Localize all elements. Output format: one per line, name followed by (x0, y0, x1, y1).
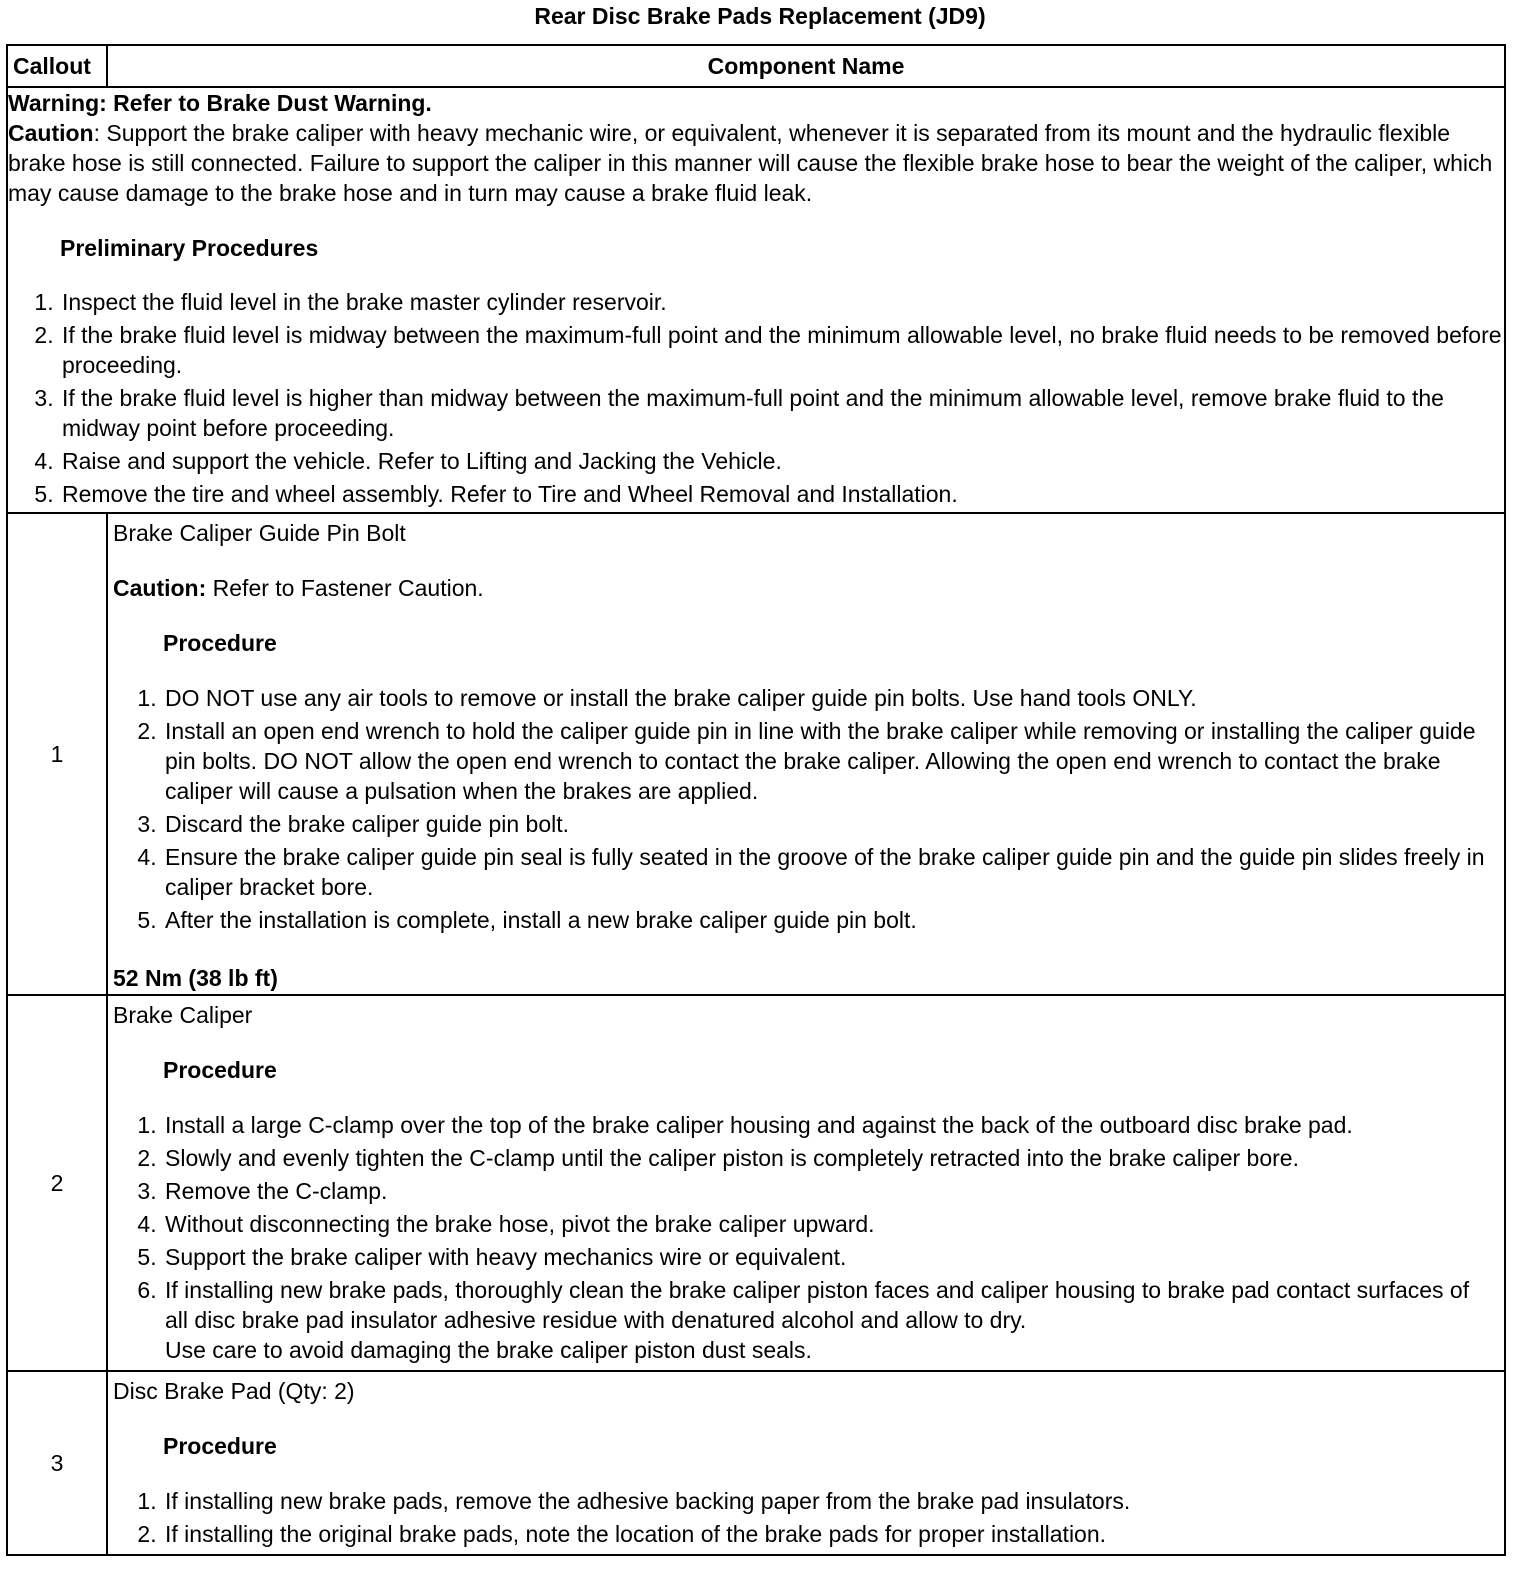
procedure-steps (113, 1110, 1498, 1365)
procedure-heading: Procedure (163, 630, 277, 656)
document-title: Rear Disc Brake Pads Replacement (JD9) (534, 3, 986, 29)
procedure-table (6, 44, 1506, 1556)
caution-paragraph (8, 118, 1504, 208)
callout-cell: 3 (7, 1371, 107, 1555)
preliminary-heading: Preliminary Procedures (60, 235, 319, 261)
component-cell (107, 513, 1505, 995)
table-row (7, 995, 1505, 1371)
component-cell (107, 1371, 1505, 1555)
list-item: 3. Discard the brake caliper guide pin bolt. (163, 809, 1498, 839)
header-row (7, 45, 1505, 87)
caution-text: Refer to Fastener Caution. (206, 575, 484, 601)
list-item: 1. Install a large C-clamp over the top of the brake caliper housing and against the back of the outboard disc brake pad. (163, 1110, 1498, 1140)
caution-label: Caution: (113, 575, 207, 601)
caution-text: : Support the brake caliper with heavy mechanic wire, or equivalent, whenever it is separated from its mount and the hydraulic flexible brake hose is still connected. Failure to support the caliper in this manner will cause the flexible brake hose to bear the weight of the caliper, which may cause damage to the brake hose and in turn may cause a brake fluid leak. (8, 120, 1493, 206)
callout-header: Callout (7, 45, 107, 87)
list-item: 5. After the installation is complete, install a new brake caliper guide pin bolt. (163, 905, 1498, 935)
list-item: 4. Raise and support the vehicle. Refer to Lifting and Jacking the Vehicle. (60, 446, 1504, 476)
list-item: 4. Without disconnecting the brake hose, pivot the brake caliper upward. (163, 1209, 1498, 1239)
callout-cell: 2 (7, 995, 107, 1371)
preliminary-steps (8, 287, 1504, 509)
torque-spec: 52 Nm (38 lb ft) (113, 965, 278, 991)
caution-paragraph (113, 573, 1498, 603)
procedure-steps (113, 683, 1498, 935)
table-row (7, 1371, 1505, 1555)
list-item: 4. Ensure the brake caliper guide pin seal is fully seated in the groove of the brake caliper guide pin and the guide pin slides freely in caliper bracket bore. (163, 842, 1498, 902)
component-name: Disc Brake Pad (Qty: 2) (113, 1378, 355, 1404)
procedure-steps (113, 1486, 1498, 1549)
list-item (163, 1275, 1498, 1365)
preliminary-row (7, 87, 1505, 513)
list-item: 2. Install an open end wrench to hold the caliper guide pin in line with the brake caliper while removing or installing the caliper guide pin bolts. DO NOT allow the open end wrench to contact the brake caliper. Allowing the open end wrench to contact the brake caliper will cause a pulsation when the brakes are applied. (163, 716, 1498, 806)
list-item: 1. Inspect the fluid level in the brake master cylinder reservoir. (60, 287, 1504, 317)
list-item: 3. Remove the C-clamp. (163, 1176, 1498, 1206)
list-item: 5. Support the brake caliper with heavy mechanics wire or equivalent. (163, 1242, 1498, 1272)
preliminary-cell (7, 87, 1505, 513)
list-item: 1. If installing new brake pads, remove the adhesive backing paper from the brake pad insulators. (163, 1486, 1498, 1516)
step-text: If installing new brake pads, thoroughly clean the brake caliper piston faces and caliper housing to brake pad contact surfaces of all disc brake pad insulator adhesive residue with denatured alcohol and allow to dry. (165, 1277, 1470, 1333)
step-note: Use care to avoid damaging the brake caliper piston dust seals. (165, 1337, 812, 1363)
procedure-heading: Procedure (163, 1057, 277, 1083)
caution-label: Caution (8, 120, 94, 146)
warning-text: Warning: Refer to Brake Dust Warning. (8, 90, 432, 116)
callout-cell: 1 (7, 513, 107, 995)
table-row (7, 513, 1505, 995)
list-item: 3. If the brake fluid level is higher than midway between the maximum-full point and the minimum allowable level, remove brake fluid to the midway point before proceeding. (60, 383, 1504, 443)
component-header: Component Name (107, 45, 1505, 87)
list-item: 2. If the brake fluid level is midway between the maximum-full point and the minimum allowable level, no brake fluid needs to be removed before proceeding. (60, 320, 1504, 380)
list-item: 2. If installing the original brake pads, note the location of the brake pads for proper installation. (163, 1519, 1498, 1549)
component-name: Brake Caliper Guide Pin Bolt (113, 520, 406, 546)
component-name: Brake Caliper (113, 1002, 253, 1028)
list-item: 1. DO NOT use any air tools to remove or install the brake caliper guide pin bolts. Use hand tools ONLY. (163, 683, 1498, 713)
list-item: 5. Remove the tire and wheel assembly. Refer to Tire and Wheel Removal and Installation. (60, 479, 1504, 509)
list-item: 2. Slowly and evenly tighten the C-clamp until the caliper piston is completely retracted into the brake caliper bore. (163, 1143, 1498, 1173)
procedure-heading: Procedure (163, 1433, 277, 1459)
component-cell (107, 995, 1505, 1371)
